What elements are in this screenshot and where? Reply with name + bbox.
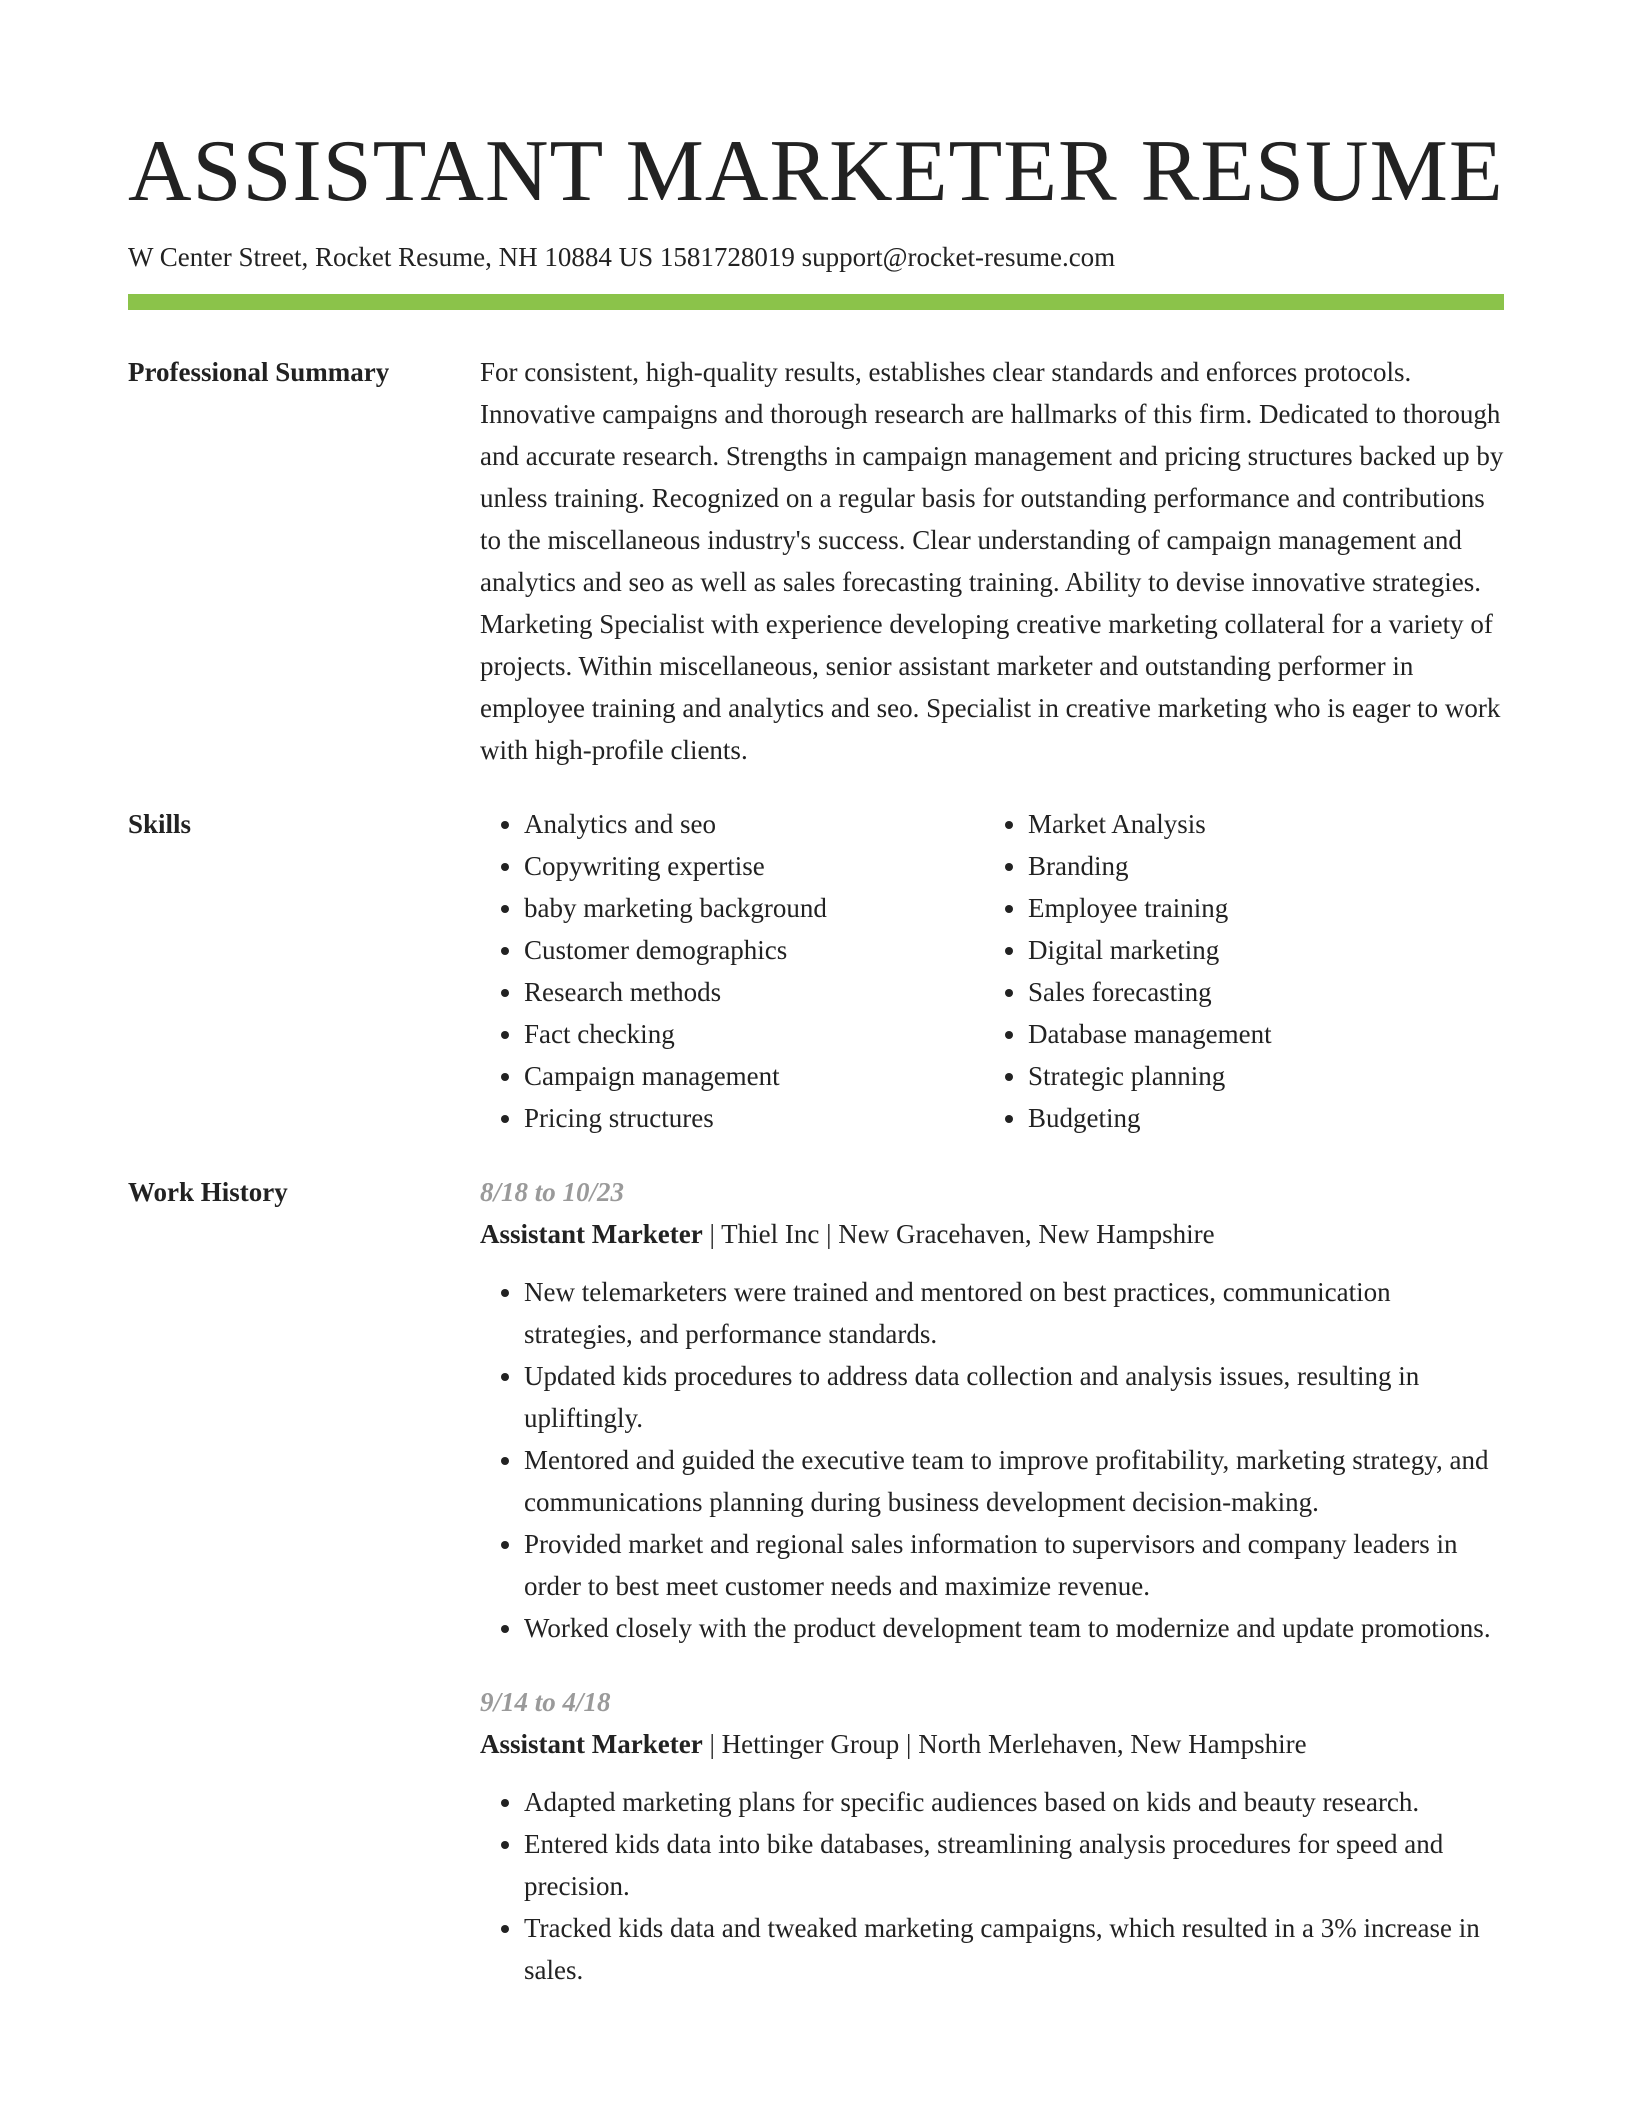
job-title: Assistant Marketer bbox=[480, 1219, 703, 1249]
resume-page bbox=[128, 0, 1504, 1991]
skill-item: • Budgeting bbox=[1028, 1097, 1488, 1139]
resume-title: ASSISTANT MARKETER RESUME bbox=[128, 123, 1504, 220]
skill-item: • Research methods bbox=[524, 971, 984, 1013]
job-title: Assistant Marketer bbox=[480, 1729, 703, 1759]
skill-item: • Digital marketing bbox=[1028, 929, 1488, 971]
job-dates: 8/18 to 10/23 bbox=[480, 1177, 625, 1207]
job-details: | Thiel Inc | New Gracehaven, New Hampshire bbox=[702, 1219, 1215, 1249]
job-bullets bbox=[480, 1271, 1504, 1649]
accent-divider bbox=[128, 294, 1504, 310]
skills-list-right bbox=[984, 803, 1488, 1139]
skill-item: • Analytics and seo bbox=[524, 803, 984, 845]
job-details: | Hettinger Group | North Merlehaven, New Hampshire bbox=[702, 1729, 1307, 1759]
job-bullet: • Updated kids procedures to address data collection and analysis issues, resulting in upliftingly. bbox=[524, 1355, 1504, 1439]
job-bullet: • Provided market and regional sales information to supervisors and company leaders in order to best meet customer needs and maximize revenue. bbox=[524, 1523, 1504, 1607]
skill-item: • baby marketing background bbox=[524, 887, 984, 929]
skill-item: • Pricing structures bbox=[524, 1097, 984, 1139]
section-title-summary: Professional Summary bbox=[128, 357, 390, 387]
job-bullet: • Adapted marketing plans for specific audiences based on kids and beauty research. bbox=[524, 1781, 1504, 1823]
contact-info: W Center Street, Rocket Resume, NH 10884 US 1581728019 support@rocket-resume.com bbox=[128, 242, 1116, 272]
skill-item: • Strategic planning bbox=[1028, 1055, 1488, 1097]
skill-item: • Branding bbox=[1028, 845, 1488, 887]
skill-item: • Employee training bbox=[1028, 887, 1488, 929]
job-bullets bbox=[480, 1781, 1504, 1991]
job-bullet: • Tracked kids data and tweaked marketing campaigns, which resulted in a 3% increase in sales. bbox=[524, 1907, 1504, 1991]
section-title-work: Work History bbox=[128, 1177, 288, 1207]
job-entry bbox=[480, 1681, 1504, 1991]
job-heading bbox=[480, 1213, 1504, 1255]
summary-text: For consistent, high-quality results, establishes clear standards and enforces protocols. Innovative campaigns and thorough research are hallmarks of this firm. Dedicated to thorough and accurate research. Strengths in campaign management and pricing structures backed up by unless training. Recognized on a regular basis for outstanding performance and contributions to the miscellaneous industry's success. Clear understanding of campaign management and analytics and seo as well as sales forecasting training. Ability to devise innovative strategies. Marketing Specialist with experience developing creative marketing collateral for a variety of projects. Within miscellaneous, senior assistant marketer and outstanding performer in employee training and analytics and seo. Specialist in creative marketing who is eager to work with high-profile clients. bbox=[480, 357, 1504, 765]
skill-item: • Sales forecasting bbox=[1028, 971, 1488, 1013]
work-history-section bbox=[128, 1171, 1504, 1991]
job-bullet: • Worked closely with the product development team to modernize and update promotions. bbox=[524, 1607, 1504, 1649]
skill-item: • Copywriting expertise bbox=[524, 845, 984, 887]
skills-grid bbox=[480, 803, 1504, 1139]
job-bullet: • New telemarketers were trained and mentored on best practices, communication strategies, and performance standards. bbox=[524, 1271, 1504, 1355]
section-title-skills: Skills bbox=[128, 809, 192, 839]
job-bullet: • Mentored and guided the executive team to improve profitability, marketing strategy, and communications planning during business development decision-making. bbox=[524, 1439, 1504, 1523]
job-dates: 9/14 to 4/18 bbox=[480, 1687, 611, 1717]
job-bullet: • Entered kids data into bike databases, streamlining analysis procedures for speed and precision. bbox=[524, 1823, 1504, 1907]
skills-section bbox=[128, 803, 1504, 1139]
work-history-body bbox=[480, 1171, 1504, 1991]
job-entry bbox=[480, 1171, 1504, 1649]
skills-list-left bbox=[480, 803, 984, 1139]
skill-item: • Customer demographics bbox=[524, 929, 984, 971]
job-heading bbox=[480, 1723, 1504, 1765]
skill-item: • Market Analysis bbox=[1028, 803, 1488, 845]
skill-item: • Campaign management bbox=[524, 1055, 984, 1097]
summary-body bbox=[480, 351, 1504, 771]
skill-item: • Database management bbox=[1028, 1013, 1488, 1055]
skill-item: • Fact checking bbox=[524, 1013, 984, 1055]
professional-summary-section bbox=[128, 351, 1504, 771]
